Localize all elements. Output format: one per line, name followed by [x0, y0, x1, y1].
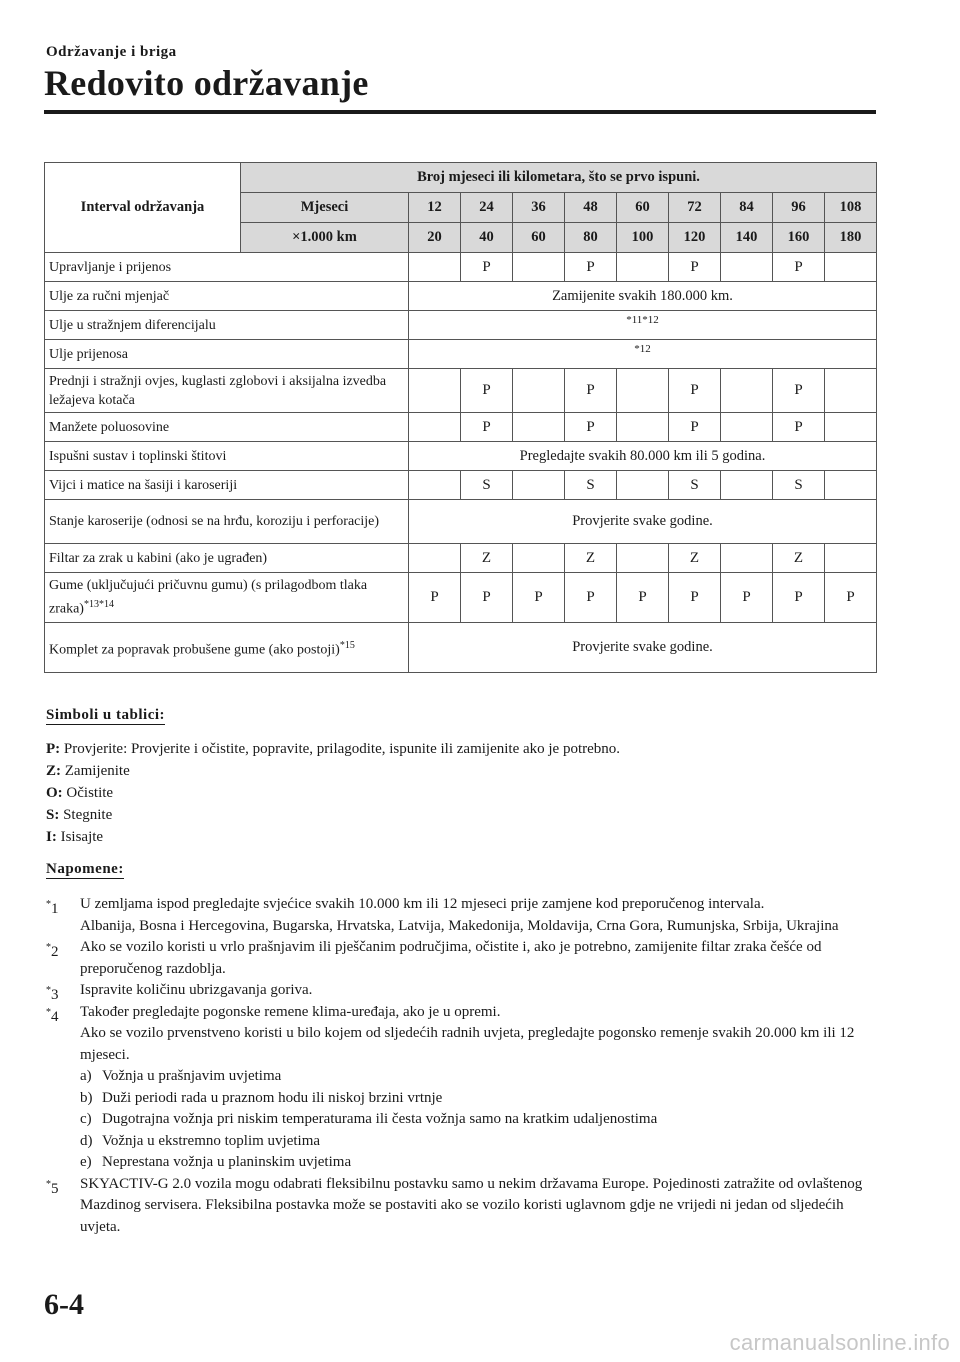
note-item	[46, 937, 878, 980]
note-item	[46, 1174, 878, 1239]
note-line: Ispravite količinu ubrizgavanja goriva.	[80, 982, 313, 998]
item-cell	[45, 253, 409, 282]
schedule-cell	[617, 471, 669, 500]
item-label: Gume (uključujući pričuvnu gumu) (s prilagodbom tlaka zraka)	[49, 578, 368, 617]
schedule-cell: S	[565, 471, 617, 500]
table-row	[45, 253, 877, 282]
note-line: Ako se vozilo koristi u vrlo prašnjavim ili pješčanim područjima, očistite i, ako je potrebno, zamijenite filtar zraka češće od preporučenog razdoblja.	[80, 939, 822, 977]
schedule-cell	[513, 369, 565, 413]
schedule-cell: P	[565, 573, 617, 623]
schedule-cell	[825, 544, 877, 573]
maintenance-table	[44, 162, 877, 673]
schedule-cell: P	[773, 253, 825, 282]
legend-item	[46, 826, 620, 848]
table-row	[45, 500, 877, 544]
span-cell: Provjerite svake godine.	[409, 500, 877, 544]
schedule-cell	[513, 413, 565, 442]
legend-item	[46, 804, 620, 826]
legend-text: Očistite	[66, 785, 114, 801]
note-number: 1	[51, 901, 59, 917]
legend-key: O:	[46, 785, 63, 801]
item-cell	[45, 282, 409, 311]
notes-title: Napomene:	[46, 861, 124, 877]
legend-key: Z:	[46, 763, 61, 779]
schedule-cell: P	[461, 573, 513, 623]
item-cell	[45, 311, 409, 340]
note-line: Ako se vozilo prvenstveno koristi u bilo kojem od sljedećih radnih uvjeta, pregledajte pogonsko remenje svakih 20.000 km ili 12 mjeseci.	[80, 1025, 855, 1063]
table-row	[45, 623, 877, 673]
notes-list	[46, 894, 878, 1238]
table-row	[45, 442, 877, 471]
page-number: 6-4	[44, 1288, 84, 1321]
item-label: Ulje za ručni mjenjač	[49, 288, 170, 304]
km-label: ×1.000 km	[241, 223, 409, 253]
table-row	[45, 282, 877, 311]
km-cell: 140	[721, 223, 773, 253]
table-row	[45, 544, 877, 573]
section-label: Održavanje i briga	[46, 44, 177, 60]
schedule-cell	[409, 471, 461, 500]
subitem-letter: e)	[80, 1154, 92, 1170]
schedule-cell: P	[773, 573, 825, 623]
subitem-letter: a)	[80, 1068, 92, 1084]
note-item	[46, 980, 878, 1002]
km-cell: 100	[617, 223, 669, 253]
legend-item	[46, 760, 620, 782]
asterisk: *	[46, 1006, 51, 1018]
km-cell: 20	[409, 223, 461, 253]
schedule-cell	[513, 471, 565, 500]
schedule-cell: P	[669, 413, 721, 442]
note-marker	[46, 1002, 59, 1029]
subitem-text: Dugotrajna vožnja pri niskim temperaturama ili česta vožnja samo na kratkim udaljenostima	[102, 1111, 658, 1127]
item-cell	[45, 500, 409, 544]
schedule-cell: P	[669, 573, 721, 623]
schedule-cell: P	[409, 573, 461, 623]
km-cell: 120	[669, 223, 721, 253]
note-marker	[46, 894, 59, 921]
note-line: Također pregledajte pogonske remene klima-uređaja, ako je u opremi.	[80, 1003, 501, 1020]
table-row	[45, 413, 877, 442]
months-label: Mjeseci	[241, 193, 409, 223]
km-cell: 40	[461, 223, 513, 253]
schedule-cell: Z	[669, 544, 721, 573]
item-cell	[45, 623, 409, 673]
schedule-cell	[721, 369, 773, 413]
legend-text: Zamijenite	[64, 763, 130, 779]
note-marker	[46, 1174, 59, 1201]
schedule-cell	[513, 544, 565, 573]
schedule-cell	[617, 253, 669, 282]
item-label: Komplet za popravak probušene gume (ako postoji)	[49, 642, 340, 658]
item-cell	[45, 369, 409, 413]
note-subitem	[80, 1109, 878, 1131]
schedule-cell: P	[721, 573, 773, 623]
title-rule	[44, 110, 876, 114]
footnote-ref: *15	[339, 639, 355, 651]
month-cell: 24	[461, 193, 513, 223]
legend-item	[46, 782, 620, 804]
km-cell: 60	[513, 223, 565, 253]
item-label: Stanje karoserije (odnosi se na hrđu, koroziju i perforacije)	[49, 514, 380, 529]
subitem-letter: b)	[80, 1089, 93, 1106]
schedule-cell	[617, 544, 669, 573]
note-subitem	[80, 1066, 878, 1088]
schedule-cell	[721, 253, 773, 282]
month-cell: 96	[773, 193, 825, 223]
schedule-cell	[721, 544, 773, 573]
footnote-ref: *13*14	[83, 599, 114, 611]
note-number: 4	[51, 1008, 59, 1025]
schedule-cell: Z	[773, 544, 825, 573]
schedule-cell: P	[461, 413, 513, 442]
note-subitem	[80, 1152, 878, 1174]
schedule-cell	[409, 369, 461, 413]
month-cell: 84	[721, 193, 773, 223]
interval-label: Interval održavanja	[45, 163, 241, 253]
span-cell: Provjerite svake godine.	[409, 623, 877, 673]
month-cell: 60	[617, 193, 669, 223]
month-cell: 36	[513, 193, 565, 223]
schedule-cell	[721, 471, 773, 500]
asterisk: *	[46, 942, 51, 953]
month-cell: 48	[565, 193, 617, 223]
note-line: U zemljama ispod pregledajte svjećice svakih 10.000 km ili 12 mjeseci prije zamjene kod preporučenog intervala.	[80, 896, 765, 912]
schedule-cell: S	[669, 471, 721, 500]
legend-text: Stegnite	[63, 807, 113, 823]
km-cell: 80	[565, 223, 617, 253]
schedule-cell: S	[773, 471, 825, 500]
subitem-letter: c)	[80, 1111, 92, 1127]
note-item	[46, 894, 878, 937]
schedule-cell: P	[513, 573, 565, 623]
schedule-cell: P	[565, 413, 617, 442]
schedule-cell: Z	[565, 544, 617, 573]
item-label: Filtar za zrak u kabini (ako je ugrađen)	[49, 550, 268, 566]
item-cell	[45, 573, 409, 623]
schedule-cell: P	[461, 253, 513, 282]
item-label: Upravljanje i prijenos	[49, 259, 172, 275]
note-marker	[46, 937, 59, 964]
legend-text: Provjerite: Provjerite i očistite, popravite, prilagodite, ispunite ili zamijenite ako je potrebno.	[63, 741, 621, 757]
schedule-cell	[409, 413, 461, 442]
footnote-span-cell: *11*12	[409, 311, 877, 340]
note-number: 2	[51, 944, 59, 960]
schedule-cell: P	[669, 253, 721, 282]
schedule-cell: P	[461, 369, 513, 413]
km-cell: 160	[773, 223, 825, 253]
schedule-cell	[825, 253, 877, 282]
schedule-cell	[513, 253, 565, 282]
asterisk: *	[46, 899, 51, 910]
month-cell: 72	[669, 193, 721, 223]
schedule-cell	[721, 413, 773, 442]
item-label: Ispušni sustav i toplinski štitovi	[49, 448, 227, 464]
schedule-cell: P	[825, 573, 877, 623]
schedule-cell: Z	[461, 544, 513, 573]
subitem-text: Vožnja u ekstremno toplim uvjetima	[102, 1132, 321, 1149]
schedule-cell	[825, 369, 877, 413]
schedule-cell: P	[565, 253, 617, 282]
note-subitem	[80, 1131, 878, 1153]
legend-list	[46, 738, 620, 848]
schedule-cell: P	[565, 369, 617, 413]
subitem-letter: d)	[80, 1132, 93, 1149]
footnote-span-cell: *12	[409, 340, 877, 369]
item-cell	[45, 340, 409, 369]
schedule-cell: P	[669, 369, 721, 413]
legend-item	[46, 738, 620, 760]
asterisk: *	[46, 985, 51, 996]
table-row	[45, 471, 877, 500]
schedule-cell: P	[773, 369, 825, 413]
schedule-cell	[825, 413, 877, 442]
watermark: carmanualsonline.info	[729, 1330, 950, 1355]
item-cell	[45, 471, 409, 500]
schedule-cell	[825, 471, 877, 500]
page-title: Redovito održavanje	[44, 63, 369, 103]
table-row	[45, 573, 877, 623]
item-label: Vijci i matice na šasiji i karoseriji	[49, 477, 238, 493]
legend-key: P:	[46, 741, 61, 757]
schedule-cell: P	[773, 413, 825, 442]
table-row	[45, 369, 877, 413]
month-cell: 12	[409, 193, 461, 223]
note-number: 5	[51, 1180, 59, 1197]
subitem-text: Vožnja u prašnjavim uvjetima	[102, 1068, 282, 1084]
note-subitem	[80, 1088, 878, 1110]
schedule-cell	[617, 413, 669, 442]
item-cell	[45, 413, 409, 442]
note-item	[46, 1002, 878, 1174]
subitem-text: Duži periodi rada u praznom hodu ili niskoj brzini vrtnje	[102, 1089, 443, 1106]
item-label: Ulje prijenosa	[49, 346, 128, 362]
km-cell: 180	[825, 223, 877, 253]
span-cell: Pregledajte svakih 80.000 km ili 5 godina.	[409, 442, 877, 471]
legend-title: Simboli u tablici:	[46, 707, 166, 723]
legend-key: I:	[46, 829, 57, 845]
note-line: SKYACTIV-G 2.0 vozila mogu odabrati fleksibilnu postavku samo u nekim državama Europe. Pojedinosti zatražite od ovlaštenog Mazdinog servisera. Fleksibilna postavka može se postaviti ako se vozilo koristi uglavnom gdje ne vrijedi ni jedan od sljedećih uvjeta.	[80, 1175, 863, 1235]
legend-text: Isisajte	[60, 829, 104, 845]
legend-key: S:	[46, 807, 60, 823]
table-row	[45, 340, 877, 369]
schedule-cell: P	[617, 573, 669, 623]
schedule-cell	[617, 369, 669, 413]
item-label: Manžete poluosovine	[49, 419, 170, 435]
subitem-text: Neprestana vožnja u planinskim uvjetima	[102, 1154, 352, 1170]
span-header: Broj mjeseci ili kilometara, što se prvo ispuni.	[241, 163, 877, 193]
table-row	[45, 311, 877, 340]
item-cell	[45, 544, 409, 573]
item-label: Prednji i stražnji ovjes, kuglasti zglobovi i aksijalna izvedba ležajeva kotača	[49, 373, 387, 408]
note-line: Albanija, Bosna i Hercegovina, Bugarska, Hrvatska, Latvija, Makedonija, Moldavija, Crna Gora, Rumunjska, Srbija, Ukrajina	[80, 917, 839, 934]
item-label: Ulje u stražnjem diferencijalu	[49, 317, 216, 333]
span-cell: Zamijenite svakih 180.000 km.	[409, 282, 877, 311]
schedule-cell	[409, 253, 461, 282]
month-cell: 108	[825, 193, 877, 223]
item-cell	[45, 442, 409, 471]
asterisk: *	[46, 1178, 51, 1190]
schedule-cell	[409, 544, 461, 573]
note-number: 3	[51, 987, 59, 1003]
schedule-cell: S	[461, 471, 513, 500]
